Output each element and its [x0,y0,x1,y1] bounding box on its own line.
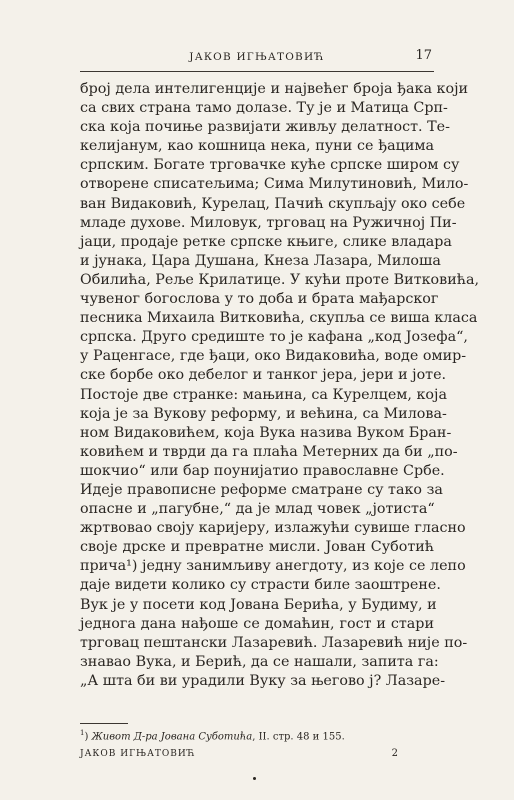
text-line: број дела интелигенције и највећег броја ђака који [80,81,469,97]
signature-line [80,749,434,759]
text-line: јаци, продаје ретке српске књиге, слике владара [80,233,452,250]
text-line: жртвовао своју каријеру, излажући сувише гласно [80,520,466,537]
text-line: трговац пештански Лазаревић. Лазаревић није по- [80,634,468,651]
text-line: ван Видаковић, Курелац, Пачић скупљају око себе [80,195,466,212]
text-line: и јунака, Цара Душана, Кнеза Лазара, Милоша [80,252,441,269]
page-number: 17 [415,48,432,63]
text-line: ске борбе око дебелог и танког јера, јери и јоте. [80,367,447,384]
text-line: ковићем и тврди да га плаћа Метерних да би „по- [80,443,458,460]
text-line: ска која почиње развијати живљу делатност. Те- [80,119,450,136]
text-line: једнога дана нађоше се домаћин, гост и стари [80,615,434,632]
print-mark [253,777,256,780]
footnote-reference: , II. стр. 48 и 155. [252,731,345,743]
text-line: Вук је у посети код Јована Берића, у Будиму, и [80,596,437,613]
text-line: отворене списатељима; Сима Милутиновић, Мило- [80,176,469,193]
text-line: младе духове. Миловук, трговац на Ружичној Пи- [80,214,457,231]
footnote-rule [80,723,128,724]
text-line: која је за Вукову реформу, и већина, са Милова- [80,405,447,422]
text-line: српска. Друго средиште то је кафана „код Јозефа“, [80,329,468,346]
text-line: шокчио“ или бар поунијатио православне Србе. [80,462,445,479]
body-text [80,80,480,691]
text-line: Обилића, Реље Крилатице. У кући проте Витковића, [80,271,480,288]
text-line: „А шта би ви урадили Вуку за његово ј? Лазаре- [80,672,446,689]
text-line: своје дрске и превратне мисли. Јован Суботић [80,539,434,556]
text-line: у Раценгасе, где ђаци, око Видаковића, воде омир- [80,348,467,365]
text-line: Идеје правописне реформе сматране су тако за [80,481,443,498]
footnote-marker: 1 [80,729,85,737]
running-head: ЈАКОВ ИГЊАТОВИЋ [189,51,325,63]
text-line: даје видети колико су страсти биле заоштрене. [80,577,441,594]
footnote-title: Живот Д-ра Јована Суботића [91,731,253,743]
footnote: $^1$) Живот Д-ра Јована Суботића, II. стр. 48 и 155. [80,729,345,743]
text-line: опасне и „пагубне,“ да је млад човек „јотиста“ [80,501,435,518]
text-line: прича¹) једну занимљиву анегдоту, из које се лепо [80,558,466,575]
text-line: Постоје две странке: мањина, са Курелцем, која [80,386,447,403]
header-rule [80,71,434,72]
text-line: знавао Вука, и Берић, да се нашали, запита га: [80,653,439,670]
sheet-number: 2 [391,748,398,759]
signature-author: ЈАКОВ ИГЊАТОВИЋ [80,749,196,759]
text-line: келијанум, као кошница нека, пуни се ђацима [80,138,434,155]
text-line: песника Михаила Витковића, скупља се виша класа [80,310,478,327]
text-line: ном Видаковићем, која Вука назива Вуком Бран- [80,424,452,441]
text-line: чувеног богослова у то доба и брата мађарског [80,291,439,308]
text-line: са свих страна тамо долазе. Ту је и Матица Срп- [80,100,448,117]
text-line: српским. Богате трговачке куће српске широм су [80,157,460,174]
